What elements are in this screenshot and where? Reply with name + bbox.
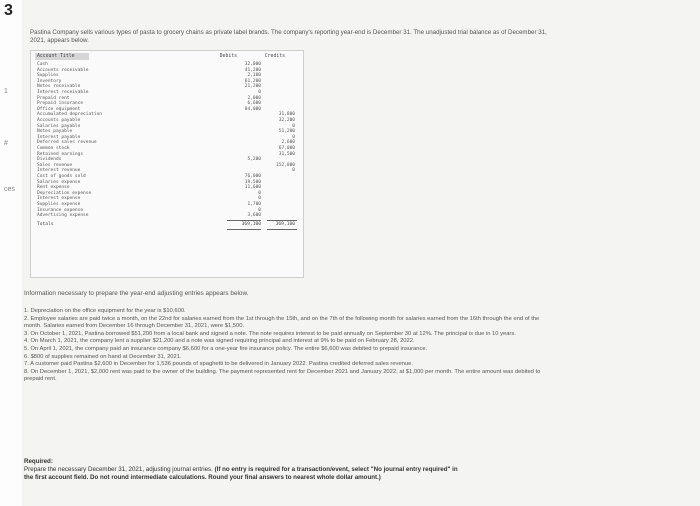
list-item: 8. On December 1, 2021, $2,000 rent was paid to the owner of the building. The payment represented rent for December 2021 and January 2022, at $1,000 per month. The entire amount was debited to prepaid rent. xyxy=(24,368,541,383)
account-name: Prepaid insurance xyxy=(37,101,84,107)
account-name: Salaries expense xyxy=(37,179,81,185)
account-name: Interest receivable xyxy=(37,90,89,95)
account-name: Notes payable xyxy=(37,129,73,135)
credit-amount: 32,200 xyxy=(278,118,295,123)
account-name: Prepaid rent xyxy=(37,95,70,101)
list-item: 6. $800 of supplies remained on hand at December 31, 2021. xyxy=(24,353,182,360)
list-item: 3. On October 1, 2021, Pastina borrowed $51,200 from a local bank and signed a note. The note requires interest to be paid annually on September 30 at 12%. The principal is due in 10 years. xyxy=(24,330,516,337)
credit-amount: 0 xyxy=(292,168,295,174)
account-name: Salaries payable xyxy=(37,123,81,129)
account-name: Interest expense xyxy=(37,196,81,202)
debit-amount: 3,600 xyxy=(247,213,261,219)
list-item: 4. On March 1, 2021, the company lent a supplier $21,200 and a note was signed requiring principal and interest at 9% to be paid on February 28, 2022. xyxy=(24,338,415,345)
header-account-title: Account Title xyxy=(35,53,89,60)
account-name: Retained earnings xyxy=(37,151,84,157)
account-name: Cost of goods sold xyxy=(37,174,86,179)
adjustment-information-list xyxy=(24,308,544,384)
required-note: (If no entry is required for a transaction/event, select "No journal entry required" in the first account field. Do not round intermediate calculations. Round your final answers to nearest whole dollar amount.) xyxy=(24,466,458,481)
account-name: Accounts payable xyxy=(37,118,81,123)
account-name: Rent expense xyxy=(37,185,70,191)
credit-amount: 51,200 xyxy=(278,129,295,135)
account-name: Accounts receivable xyxy=(37,67,89,73)
total-credits: 369,100 xyxy=(275,221,295,227)
account-name: Interest payable xyxy=(37,134,81,140)
account-name: Accumulated depreciation xyxy=(37,112,103,118)
account-name: Office equipment xyxy=(37,106,81,112)
debit-amount: 11,600 xyxy=(244,185,261,191)
debit-amount: 2,000 xyxy=(247,95,261,101)
debit-amount: 0 xyxy=(258,90,261,95)
account-name: Supplies expense xyxy=(37,202,81,207)
total-debits: 369,100 xyxy=(241,221,261,227)
list-item: 5. On April 1, 2021, the company paid an insurance company $6,600 for a one-year fire insurance policy. The entire $6,600 was debited to prepaid insurance. xyxy=(24,345,428,352)
total-double-rule-credit xyxy=(267,229,297,230)
account-name: Insurance expense xyxy=(37,207,84,213)
credit-amount: 0 xyxy=(292,123,295,129)
account-name: Deferred sales revenue xyxy=(37,140,97,146)
required-label: Required: xyxy=(24,458,53,465)
header-credits: Credits xyxy=(264,54,285,59)
debit-amount: 6,600 xyxy=(247,101,261,107)
margin-mark: 1 xyxy=(4,88,8,95)
debit-amount: 19,500 xyxy=(244,179,261,185)
debit-amount: 5,200 xyxy=(247,157,261,163)
account-name: Supplies xyxy=(37,73,59,79)
account-name: Advertising expense xyxy=(37,213,89,219)
margin-mark: ces xyxy=(4,186,15,193)
debit-amount: 32,000 xyxy=(244,62,261,67)
credit-amount: 67,000 xyxy=(278,146,295,151)
account-name: Cash xyxy=(37,62,48,67)
account-name: Sales revenue xyxy=(37,162,73,168)
account-name: Interest revenue xyxy=(37,168,81,174)
debit-amount: 76,000 xyxy=(244,174,261,179)
table-row xyxy=(31,213,303,219)
trial-balance-table xyxy=(30,50,304,278)
debit-amount: 61,200 xyxy=(244,78,261,84)
credit-amount: 152,800 xyxy=(276,162,295,168)
credit-amount: 2,600 xyxy=(281,140,295,146)
list-item: 2. Employee salaries are paid twice a month, on the 22nd for salaries earned from the 1st through the 15th, and on the 7th of the following month for salaries earned from the 16th through the end of the month. Salaries earned from December 16 through December 31, 2021, were $1,500. xyxy=(24,315,540,330)
account-name: Common stock xyxy=(37,146,70,151)
credit-amount: 31,800 xyxy=(278,112,295,118)
list-item: 7. A customer paid Pastina $2,600 in December for 1,536 pounds of spaghetti to be delivered in January 2022. Pastina credited deferred sales revenue. xyxy=(24,361,413,368)
required-section xyxy=(24,458,464,482)
credit-amount: 0 xyxy=(292,134,295,140)
debit-amount: 21,200 xyxy=(244,84,261,90)
margin-mark: # xyxy=(4,140,8,147)
information-heading: Information necessary to prepare the year-end adjusting entries appears below. xyxy=(24,290,249,297)
account-name: Dividends xyxy=(37,157,62,163)
total-double-rule-debit xyxy=(227,229,261,230)
left-margin-strip xyxy=(0,0,22,506)
account-name: Inventory xyxy=(37,78,62,84)
debit-amount: 41,200 xyxy=(244,67,261,73)
list-item: 1. Depreciation on the office equipment for the year is $10,600. xyxy=(24,308,186,314)
debit-amount: 84,000 xyxy=(244,106,261,112)
credit-amount: 31,500 xyxy=(278,151,295,157)
debit-amount: 0 xyxy=(258,190,261,196)
account-name: Notes receivable xyxy=(37,84,81,90)
debit-amount: 0 xyxy=(258,196,261,202)
debit-amount: 2,100 xyxy=(247,73,261,79)
header-debits: Debits xyxy=(219,54,237,59)
totals-row xyxy=(31,221,303,229)
totals-label: Totals xyxy=(37,221,54,227)
debit-amount: 0 xyxy=(258,207,261,213)
required-instruction: Prepare the necessary December 31, 2021, adjusting journal entries. xyxy=(24,466,213,473)
account-name: Depreciation expense xyxy=(37,190,92,196)
problem-intro: Pastina Company sells various types of pasta to grocery chains as private label brands. The company's reporting year-end is December 31. The unadjusted trial balance as of December 31, 2021, appears below. xyxy=(30,29,547,44)
debit-amount: 1,700 xyxy=(247,202,261,207)
question-number: 3 xyxy=(4,2,13,19)
